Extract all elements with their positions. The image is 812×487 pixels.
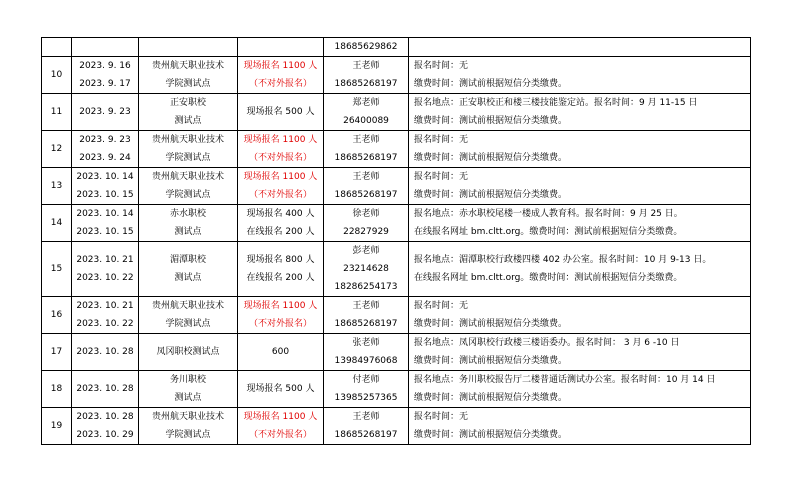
table-row: [42, 371, 751, 408]
test-location: 贵州航天职业技术 学院测试点: [139, 408, 238, 445]
row-number: 17: [42, 334, 72, 371]
registration-info: 报名时间：无 缴费时间：测试前根据短信分类缴费。: [409, 408, 751, 445]
quota: 现场报名 800 人 在线报名 200 人: [238, 242, 324, 297]
test-location: 正安职校 测试点: [139, 94, 238, 131]
quota: 现场报名 400 人 在线报名 200 人: [238, 205, 324, 242]
row-number: 13: [42, 168, 72, 205]
row-number: 10: [42, 57, 72, 94]
test-location: 凤冈职校测试点: [139, 334, 238, 371]
contact: 徐老师 22827929: [324, 205, 409, 242]
contact: 郑老师 26400089: [324, 94, 409, 131]
registration-info: 报名时间：无 缴费时间：测试前根据短信分类缴费。: [409, 168, 751, 205]
row-number: [42, 38, 72, 57]
contact-phone: 18685629862: [334, 42, 398, 52]
registration-info: 报名地点：务川职校报告厅二楼普通话测试办公室。报名时间：10 月 14 日 缴费时间：测试前根据短信分类缴费。: [409, 371, 751, 408]
table-row: [42, 408, 751, 445]
contact: 王老师 18685268197: [324, 408, 409, 445]
table-row: [42, 94, 751, 131]
quota: 现场报名 1100 人 （不对外报名）: [238, 297, 324, 334]
test-location: 贵州航天职业技术 学院测试点: [139, 297, 238, 334]
test-location: 贵州航天职业技术 学院测试点: [139, 168, 238, 205]
test-location: 贵州航天职业技术 学院测试点: [139, 131, 238, 168]
contact: [324, 38, 409, 57]
test-location: 湄潭职校 测试点: [139, 242, 238, 297]
test-location: 赤水职校 测试点: [139, 205, 238, 242]
table-row: [42, 57, 751, 94]
registration-info: 报名地点：正安职校正和楼三楼技能鉴定站。报名时间：9 月 11-15 日 缴费时间：测试前根据短信分类缴费。: [409, 94, 751, 131]
contact: 王老师 18685268197: [324, 131, 409, 168]
test-date: 2023. 10. 21 2023. 10. 22: [72, 242, 139, 297]
row-number: 19: [42, 408, 72, 445]
quota: 现场报名 500 人: [238, 94, 324, 131]
contact: 张老师 13984976068: [324, 334, 409, 371]
test-date: 2023. 10. 28: [72, 371, 139, 408]
row-number: 11: [42, 94, 72, 131]
registration-info: 报名地点：凤冈职校行政楼三楼语委办。报名时间： 3 月 6 -10 日 缴费时间：测试前根据短信分类缴费。: [409, 334, 751, 371]
quota: 现场报名 1100 人 （不对外报名）: [238, 57, 324, 94]
test-date: 2023. 10. 28: [72, 334, 139, 371]
table-row: [42, 131, 751, 168]
quota: 现场报名 1100 人 （不对外报名）: [238, 131, 324, 168]
quota: 现场报名 1100 人 （不对外报名）: [238, 168, 324, 205]
quota: [238, 38, 324, 57]
table-row: [42, 38, 751, 57]
table-row: [42, 205, 751, 242]
row-number: 14: [42, 205, 72, 242]
test-date: 2023. 9. 23 2023. 9. 24: [72, 131, 139, 168]
test-date: 2023. 9. 16 2023. 9. 17: [72, 57, 139, 94]
row-number: 16: [42, 297, 72, 334]
test-date: [72, 38, 139, 57]
test-date: 2023. 10. 14 2023. 10. 15: [72, 205, 139, 242]
test-date: 2023. 10. 21 2023. 10. 22: [72, 297, 139, 334]
registration-info: 报名地点：湄潭职校行政楼四楼 402 办公室。报名时间：10 月 9-13 日。 在线报名网址 bm.cltt.org。缴费时间：测试前根据短信分类缴费。: [409, 242, 751, 297]
table-row: [42, 334, 751, 371]
quota: 现场报名 1100 人 （不对外报名）: [238, 408, 324, 445]
test-date: 2023. 10. 14 2023. 10. 15: [72, 168, 139, 205]
test-schedule-table: [41, 37, 751, 445]
contact: 王老师 18685268197: [324, 57, 409, 94]
row-number: 15: [42, 242, 72, 297]
table-row: [42, 168, 751, 205]
test-date: 2023. 9. 23: [72, 94, 139, 131]
contact: 王老师 18685268197: [324, 297, 409, 334]
schedule-sheet: [41, 37, 751, 445]
contact: 王老师 18685268197: [324, 168, 409, 205]
row-number: 18: [42, 371, 72, 408]
registration-info: 报名时间：无 缴费时间：测试前根据短信分类缴费。: [409, 57, 751, 94]
row-number: 12: [42, 131, 72, 168]
test-location: 务川职校 测试点: [139, 371, 238, 408]
registration-info: 报名时间：无 缴费时间：测试前根据短信分类缴费。: [409, 131, 751, 168]
test-date: 2023. 10. 28 2023. 10. 29: [72, 408, 139, 445]
quota: 现场报名 500 人: [238, 371, 324, 408]
table-row: [42, 297, 751, 334]
test-location: 贵州航天职业技术 学院测试点: [139, 57, 238, 94]
test-location: [139, 38, 238, 57]
contact: 彭老师 23214628 18286254173: [324, 242, 409, 297]
registration-info: 报名地点：赤水职校尾楼一楼成人教育科。报名时间：9 月 25 日。 在线报名网址 bm.cltt.org。缴费时间：测试前根据短信分类缴费。: [409, 205, 751, 242]
registration-info: 报名时间：无 缴费时间：测试前根据短信分类缴费。: [409, 297, 751, 334]
contact: 付老师 13985257365: [324, 371, 409, 408]
quota: 600: [238, 334, 324, 371]
table-row: [42, 242, 751, 297]
registration-info: [409, 38, 751, 57]
